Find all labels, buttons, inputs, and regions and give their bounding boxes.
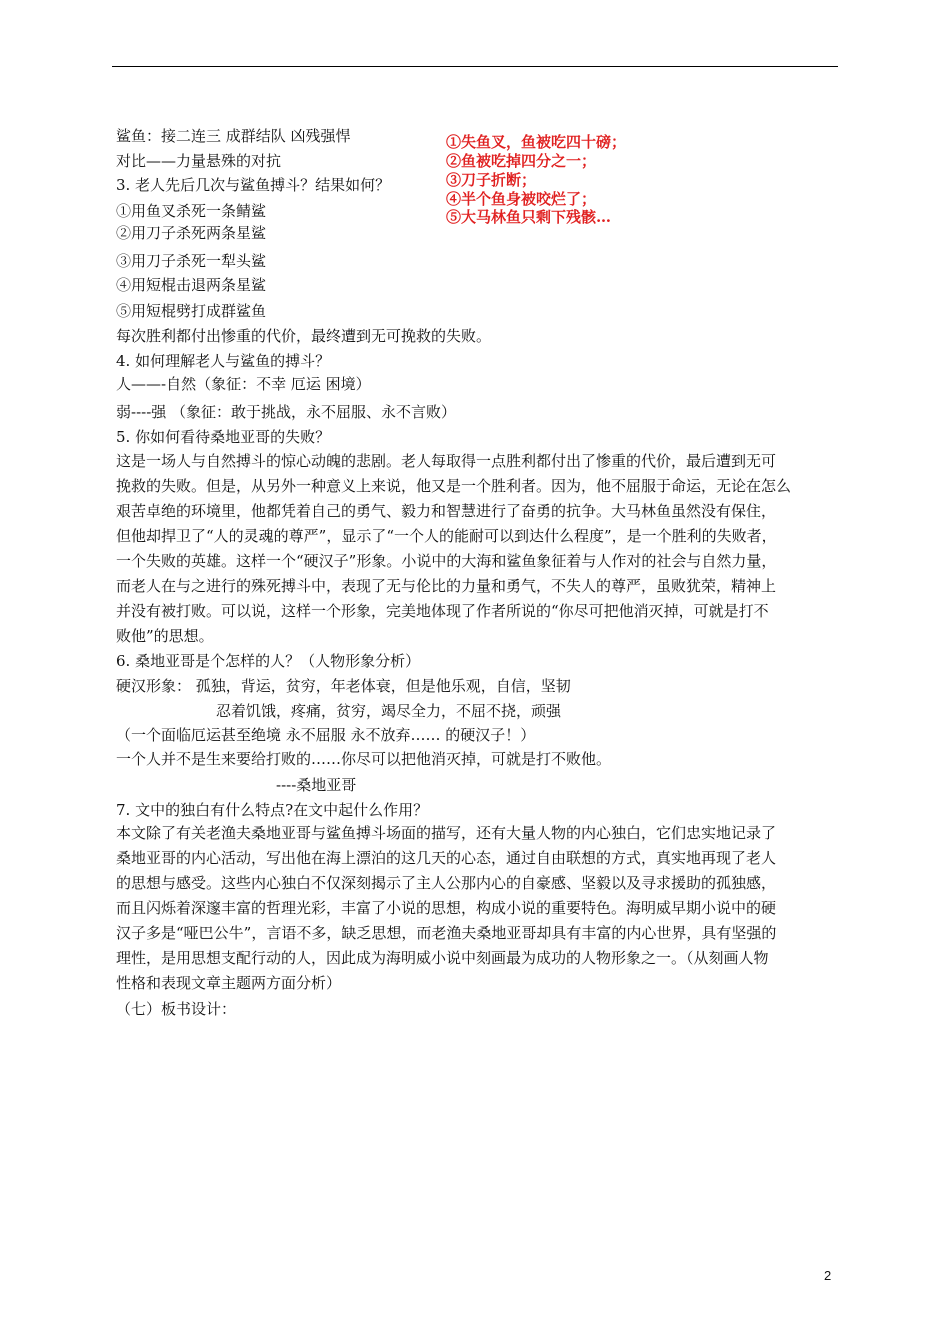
question-6: 6. 桑地亚哥是个怎样的人？（人物形象分析） — [116, 652, 421, 670]
section-7-heading: （七）板书设计： — [116, 1000, 237, 1018]
q7-paragraph-line: 的思想与感受。这些内心独白不仅深刻揭示了主人公那内心的自豪感、坚毅以及寻求援助的孤独感， — [116, 874, 777, 892]
result-item: ②鱼被吃掉四分之一； — [446, 152, 597, 170]
result-item: ①失鱼叉，鱼被吃四十磅； — [446, 133, 627, 151]
q5-paragraph-line: 挽救的失败。但是，从另外一种意义上来说，他又是一个胜利者。因为，他不屈服于命运，无论在怎么 — [116, 477, 792, 495]
q6-line-3: （一个面临厄运甚至绝境 永不屈服 永不放弃…… 的硬汉子！） — [116, 726, 536, 744]
fight-item: ④用短棍击退两条星鲨 — [116, 276, 267, 294]
q4-line-1: 人——-自然（象征：不幸 厄运 困境） — [116, 375, 371, 393]
fight-item: ①用鱼叉杀死一条鲭鲨 — [116, 202, 267, 220]
q7-paragraph-line: 桑地亚哥的内心活动，写出他在海上漂泊的这几天的心态，通过自由联想的方式，真实地再现了老人 — [116, 849, 777, 867]
q5-paragraph-line: 但他却捍卫了“人的灵魂的尊严”，显示了“一个人的能耐可以到达什么程度”，是一个胜利的失败者， — [116, 527, 777, 545]
q5-paragraph-line: 一个失败的英雄。这样一个“硬汉子”形象。小说中的大海和鲨鱼象征着与人作对的社会与自然力量， — [116, 552, 777, 570]
q5-paragraph-line: 艰苦卓绝的环境里，他都凭着自己的勇气、毅力和智慧进行了奋勇的抗争。大马林鱼虽然没有保住， — [116, 502, 777, 520]
q5-paragraph-line: 败他”的思想。 — [116, 627, 214, 645]
result-item: ③刀子折断； — [446, 171, 537, 189]
shark-line: 鲨鱼：接二连三 成群结队 凶残强悍 — [116, 127, 351, 145]
fight-item: ②用刀子杀死两条星鲨 — [116, 224, 267, 242]
fight-item: ⑤用短棍劈打成群鲨鱼 — [116, 302, 267, 320]
page-number: 2 — [824, 1268, 832, 1283]
contrast-line: 对比——力量悬殊的对抗 — [116, 152, 282, 170]
q7-paragraph-line: 性格和表现文章主题两方面分析） — [116, 974, 342, 992]
fight-summary: 每次胜利都付出惨重的代价，最终遭到无可挽救的失败。 — [116, 327, 492, 345]
q5-paragraph-line: 并没有被打败。可以说，这样一个形象，完美地体现了作者所说的“你尽可把他消灭掉，可就是打不 — [116, 602, 769, 620]
q6-line-1: 硬汉形象： 孤独，背运，贫穷，年老体衰，但是他乐观，自信，坚韧 — [116, 677, 571, 695]
question-5: 5. 你如何看待桑地亚哥的失败？ — [116, 428, 331, 446]
q7-paragraph-line: 而且闪烁着深邃丰富的哲理光彩，丰富了小说的思想，构成小说的重要特色。海明威早期小说中的硬 — [116, 899, 777, 917]
q7-paragraph-line: 汉子多是“哑巴公牛”，言语不多，缺乏思想，而老渔夫桑地亚哥却具有丰富的内心世界，具有坚强的 — [116, 924, 777, 942]
question-4: 4. 如何理解老人与鲨鱼的搏斗？ — [116, 352, 331, 370]
q5-paragraph-line: 这是一场人与自然搏斗的惊心动魄的悲剧。老人每取得一点胜利都付出了惨重的代价，最后遭到无可 — [116, 452, 777, 470]
header-rule — [112, 66, 838, 67]
q5-paragraph-line: 而老人在与之进行的殊死搏斗中，表现了无与伦比的力量和勇气，不失人的尊严，虽败犹荣，精神上 — [116, 577, 777, 595]
q7-paragraph-line: 本文除了有关老渔夫桑地亚哥与鲨鱼搏斗场面的描写，还有大量人物的内心独白，它们忠实地记录了 — [116, 824, 777, 842]
result-item: ④半个鱼身被咬烂了； — [446, 190, 597, 208]
q6-line-2: 忍着饥饿，疼痛，贫穷，竭尽全力，不屈不挠，顽强 — [216, 702, 562, 720]
q7-paragraph-line: 理性，是用思想支配行动的人，因此成为海明威小说中刻画最为成功的人物形象之一。（从刻画人物 — [116, 949, 769, 967]
result-item: ⑤大马林鱼只剩下残骸… — [446, 208, 612, 226]
question-7: 7. 文中的独白有什么特点?在文中起什么作用？ — [116, 801, 429, 819]
q6-quote-author: ----桑地亚哥 — [276, 776, 357, 794]
question-3: 3. 老人先后几次与鲨鱼搏斗？结果如何？ — [116, 176, 391, 194]
fight-item: ③用刀子杀死一犁头鲨 — [116, 252, 267, 270]
q4-line-2: 弱----强 （象征：敢于挑战，永不屈服、永不言败） — [116, 403, 457, 421]
q6-quote: 一个人并不是生来要给打败的……你尽可以把他消灭掉，可就是打不败他。 — [116, 750, 612, 768]
